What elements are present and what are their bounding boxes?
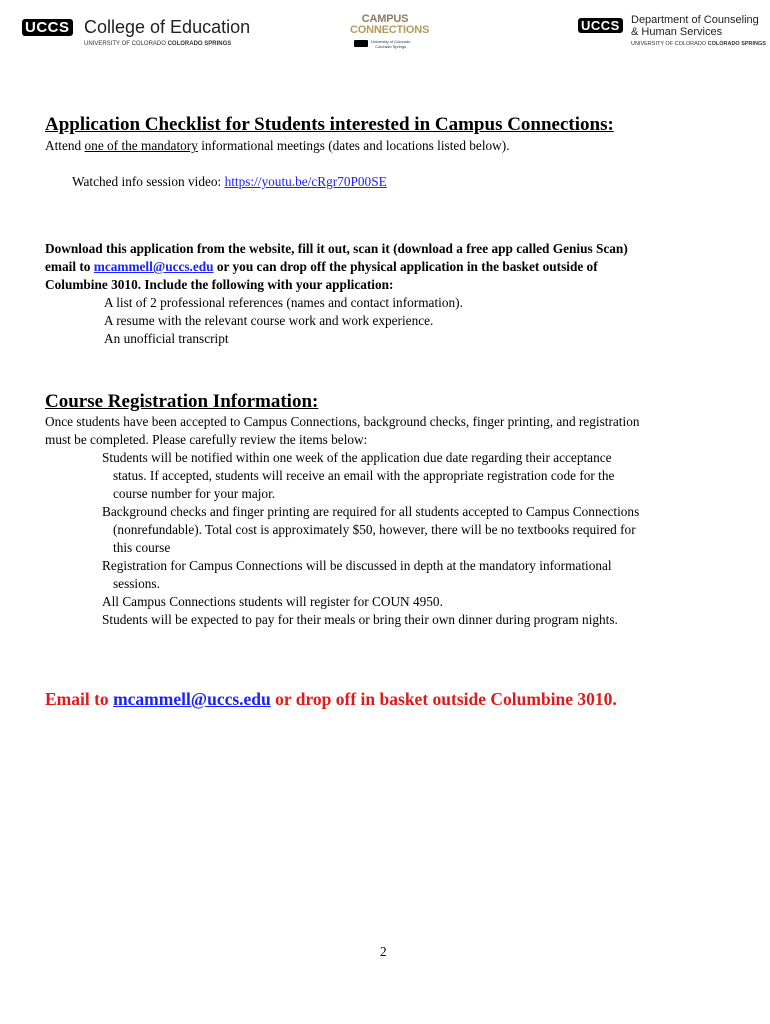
list-item: Background checks and finger printing are required for all students accepted to Campus Connections bbox=[102, 504, 640, 519]
list-item-continued: course number for your major. bbox=[113, 486, 276, 501]
cc-line1: CAMPUS bbox=[361, 13, 409, 25]
list-item: All Campus Connections students will register for COUN 4950. bbox=[102, 594, 443, 609]
cc-small-text: University of Colorado Colorado Springs bbox=[371, 39, 411, 49]
video-link[interactable]: https://youtu.be/cRgr70P00SE bbox=[224, 174, 387, 189]
coe-title: College of Education bbox=[84, 17, 251, 37]
email-link[interactable]: mcammell@uccs.edu bbox=[93, 259, 214, 274]
dept-name: Department of Counseling & Human Services bbox=[631, 14, 759, 38]
list-item: An unofficial transcript bbox=[104, 331, 229, 346]
submission-callout: Email to mcammell@uccs.edu or drop off in basket outside Columbine 3010. bbox=[45, 689, 617, 709]
registration-intro-1: Once students have been accepted to Campus Connections, background checks, finger printing, and registration bbox=[45, 414, 640, 429]
list-item: Registration for Campus Connections will be discussed in depth at the mandatory informational bbox=[102, 558, 612, 573]
dept-subtitle: UNIVERSITY OF COLORADO COLORADO SPRINGS bbox=[631, 41, 766, 47]
checklist-heading: Application Checklist for Students interested in Campus Connections: bbox=[45, 114, 614, 135]
uccs-mini-badge bbox=[354, 40, 368, 47]
registration-intro-2: must be completed. Please carefully review the items below: bbox=[45, 432, 368, 447]
download-line-3: Columbine 3010. Include the following with your application: bbox=[45, 277, 394, 292]
list-item-continued: this course bbox=[113, 540, 171, 555]
list-item: Students will be notified within one week of the application due date regarding their acceptance bbox=[102, 450, 612, 465]
list-item: A list of 2 professional references (names and contact information). bbox=[104, 295, 463, 310]
list-item-continued: sessions. bbox=[113, 576, 160, 591]
list-item-continued: (nonrefundable). Total cost is approximately $50, however, there will be no textbooks required for bbox=[113, 522, 636, 537]
page-number: 2 bbox=[380, 944, 387, 959]
coe-subtitle: UNIVERSITY OF COLORADO COLORADO SPRINGS bbox=[84, 41, 232, 47]
registration-heading: Course Registration Information: bbox=[45, 391, 319, 412]
callout-email-link[interactable]: mcammell@uccs.edu bbox=[113, 689, 271, 709]
attend-line: Attend one of the mandatory informational meetings (dates and locations listed below). bbox=[45, 138, 510, 153]
uccs-badge-right: UCCS bbox=[578, 18, 623, 33]
cc-line2: CONNECTIONS bbox=[350, 24, 430, 36]
download-line-2: email to mcammell@uccs.edu or you can drop off the physical application in the basket outside of bbox=[45, 259, 598, 274]
list-item: Students will be expected to pay for their meals or bring their own dinner during program nights. bbox=[102, 612, 618, 627]
campus-connections-logo bbox=[350, 13, 430, 50]
department-logo bbox=[578, 14, 766, 48]
list-item-continued: status. If accepted, students will receive an email with the appropriate registration code for the bbox=[113, 468, 615, 483]
download-line-1: Download this application from the website, fill it out, scan it (download a free app called Genius Scan) bbox=[45, 241, 628, 256]
college-of-education-logo bbox=[22, 16, 252, 50]
video-checklist-item: Watched info session video: https://youtu.be/cRgr70P00SE bbox=[72, 174, 387, 189]
list-item: A resume with the relevant course work and work experience. bbox=[104, 313, 434, 328]
uccs-badge: UCCS bbox=[22, 19, 73, 36]
